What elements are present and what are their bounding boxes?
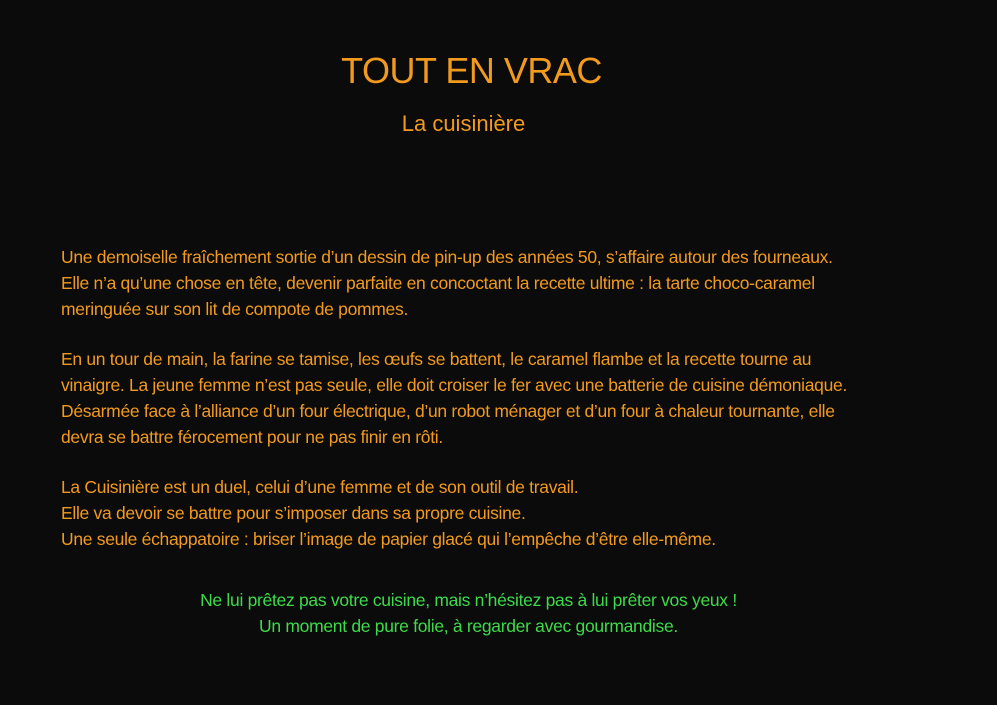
synopsis	[61, 244, 991, 576]
synopsis-paragraph-1	[61, 244, 991, 322]
text-line: Une demoiselle fraîchement sortie d’un dessin de pin-up des années 50, s’affaire autour des fourneaux.	[61, 247, 833, 267]
tagline	[0, 587, 937, 639]
text-line: La Cuisinière est un duel, celui d’une femme et de son outil de travail.	[61, 477, 579, 497]
text-line: Désarmée face à l’alliance d’un four électrique, d’un robot ménager et d’un four à chaleur tournante, elle	[61, 401, 835, 421]
tagline-line-1: Ne lui prêtez pas votre cuisine, mais n’hésitez pas à lui prêter vos yeux !	[200, 590, 737, 610]
tagline-line-2: Un moment de pure folie, à regarder avec gourmandise.	[259, 616, 678, 636]
text-line: Elle n’a qu’une chose en tête, devenir parfaite en concoctant la recette ultime : la tarte choco-caramel	[61, 273, 815, 293]
page-subtitle: La cuisinière	[401, 111, 526, 136]
text-line: Elle va devoir se battre pour s’imposer dans sa propre cuisine.	[61, 503, 526, 523]
synopsis-paragraph-3	[61, 474, 991, 552]
text-line: devra se battre férocement pour ne pas finir en rôti.	[61, 427, 443, 447]
synopsis-paragraph-2	[61, 346, 991, 450]
text-line: vinaigre. La jeune femme n’est pas seule, elle doit croiser le fer avec une batterie de cuisine démoniaque.	[61, 375, 848, 395]
page-title: TOUT EN VRAC	[341, 50, 602, 91]
text-line: En un tour de main, la farine se tamise, les œufs se battent, le caramel flambe et la recette tourne au	[61, 349, 812, 369]
text-line: Une seule échappatoire : briser l’image de papier glacé qui l’empêche d’être elle-même.	[61, 529, 716, 549]
text-line: meringuée sur son lit de compote de pommes.	[61, 299, 409, 319]
